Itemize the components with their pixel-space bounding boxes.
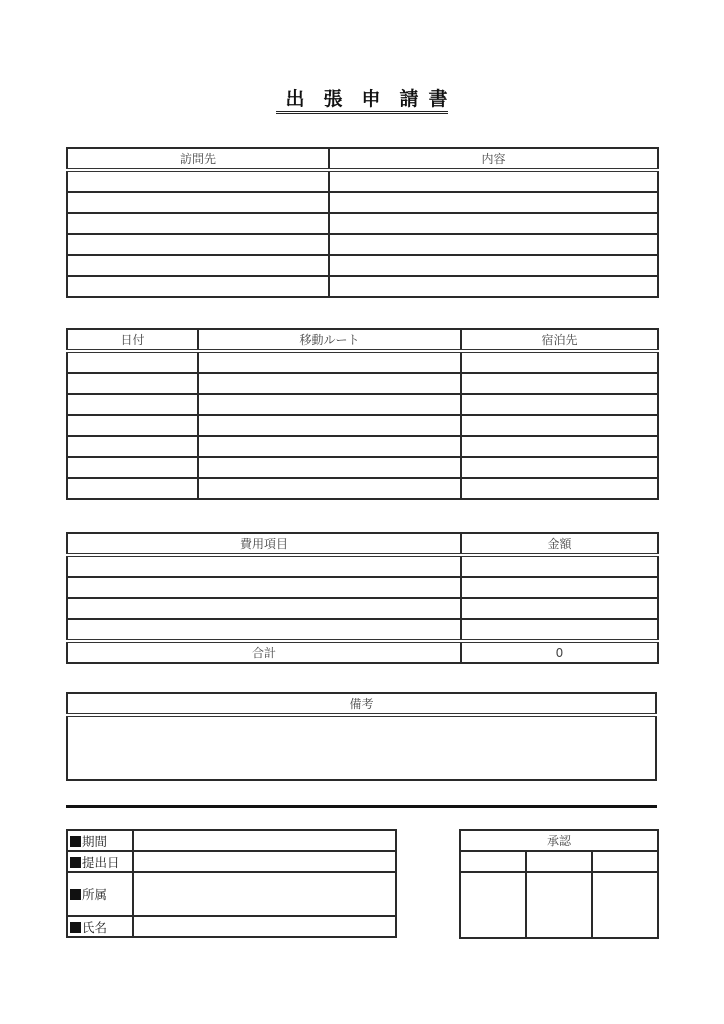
date-cell[interactable] (67, 351, 198, 373)
expense-item-cell[interactable] (67, 577, 461, 598)
document-title (0, 88, 724, 114)
table-row (67, 276, 658, 297)
date-cell[interactable] (67, 394, 198, 415)
period-field[interactable] (133, 830, 396, 851)
table-row (67, 234, 658, 255)
table-row (67, 415, 658, 436)
table-row (67, 213, 658, 234)
field-row-department (67, 872, 396, 916)
total-value: 0 (461, 641, 658, 663)
title-char: 張 (323, 88, 343, 110)
table-header-row (67, 148, 658, 170)
amount-cell[interactable] (461, 577, 658, 598)
approver-title-cell[interactable] (526, 851, 592, 872)
approval-stamp-cell[interactable] (526, 872, 592, 938)
square-bullet-icon (70, 857, 81, 868)
table-row (67, 394, 658, 415)
table-row (67, 351, 658, 373)
route-cell[interactable] (198, 436, 461, 457)
table-row (67, 373, 658, 394)
name-field[interactable] (133, 916, 396, 937)
amount-cell[interactable] (461, 598, 658, 619)
table-row (67, 255, 658, 276)
destination-cell[interactable] (67, 170, 329, 192)
total-label: 合計 (67, 641, 461, 663)
remarks-table (66, 692, 657, 781)
destination-cell[interactable] (67, 255, 329, 276)
table-header-row (67, 533, 658, 555)
date-cell[interactable] (67, 415, 198, 436)
title-char: 出 (285, 88, 305, 110)
header-destination: 訪問先 (67, 148, 329, 170)
remarks-row (67, 715, 656, 780)
header-content: 内容 (329, 148, 658, 170)
approval-stamp-cell[interactable] (460, 872, 526, 938)
title-char: 請 (399, 88, 419, 110)
field-row-period (67, 830, 396, 851)
header-amount: 金額 (461, 533, 658, 555)
approver-title-cell[interactable] (592, 851, 658, 872)
route-cell[interactable] (198, 373, 461, 394)
header-expense-item: 費用項目 (67, 533, 461, 555)
date-cell[interactable] (67, 457, 198, 478)
destination-cell[interactable] (67, 276, 329, 297)
date-cell[interactable] (67, 373, 198, 394)
date-cell[interactable] (67, 478, 198, 499)
visits-table (66, 147, 659, 298)
table-row (67, 192, 658, 213)
expense-table (66, 532, 659, 664)
lodging-cell[interactable] (461, 415, 658, 436)
department-label: 所属 (67, 872, 133, 916)
route-cell[interactable] (198, 415, 461, 436)
table-row (67, 577, 658, 598)
divider-line (66, 805, 657, 808)
period-label: 期間 (67, 830, 133, 851)
table-row (67, 170, 658, 192)
approver-title-row (460, 851, 658, 872)
approval-stamp-cell[interactable] (592, 872, 658, 938)
square-bullet-icon (70, 922, 81, 933)
field-row-submit-date (67, 851, 396, 872)
content-cell[interactable] (329, 192, 658, 213)
content-cell[interactable] (329, 255, 658, 276)
content-cell[interactable] (329, 213, 658, 234)
department-field[interactable] (133, 872, 396, 916)
lodging-cell[interactable] (461, 478, 658, 499)
lodging-cell[interactable] (461, 394, 658, 415)
square-bullet-icon (70, 889, 81, 900)
title-char: 書 (428, 88, 448, 110)
table-row (67, 619, 658, 641)
submit-date-label: 提出日 (67, 851, 133, 872)
amount-cell[interactable] (461, 619, 658, 641)
expense-item-cell[interactable] (67, 619, 461, 641)
title-char: 申 (361, 88, 381, 110)
expense-item-cell[interactable] (67, 598, 461, 619)
date-cell[interactable] (67, 436, 198, 457)
table-header-row (67, 329, 658, 351)
destination-cell[interactable] (67, 213, 329, 234)
table-row (67, 478, 658, 499)
content-cell[interactable] (329, 234, 658, 255)
amount-cell[interactable] (461, 555, 658, 577)
approval-stamp-row (460, 872, 658, 938)
approval-table (459, 829, 659, 939)
header-date: 日付 (67, 329, 198, 351)
header-route: 移動ルート (198, 329, 461, 351)
destination-cell[interactable] (67, 234, 329, 255)
lodging-cell[interactable] (461, 351, 658, 373)
name-label: 氏名 (67, 916, 133, 937)
lodging-cell[interactable] (461, 436, 658, 457)
lodging-cell[interactable] (461, 457, 658, 478)
table-header-row (67, 693, 656, 715)
table-row (67, 436, 658, 457)
route-cell[interactable] (198, 351, 461, 373)
field-row-name (67, 916, 396, 937)
header-lodging: 宿泊先 (461, 329, 658, 351)
header-remarks: 備考 (67, 693, 656, 715)
lodging-cell[interactable] (461, 373, 658, 394)
table-row (67, 555, 658, 577)
table-header-row (460, 830, 658, 851)
square-bullet-icon (70, 836, 81, 847)
applicant-info-table (66, 829, 397, 938)
destination-cell[interactable] (67, 192, 329, 213)
remarks-field[interactable] (67, 715, 656, 780)
table-row (67, 457, 658, 478)
table-row (67, 598, 658, 619)
route-cell[interactable] (198, 457, 461, 478)
route-cell[interactable] (198, 478, 461, 499)
content-cell[interactable] (329, 276, 658, 297)
header-approval: 承認 (460, 830, 658, 851)
total-row (67, 641, 658, 663)
itinerary-table (66, 328, 659, 500)
approver-title-cell[interactable] (460, 851, 526, 872)
route-cell[interactable] (198, 394, 461, 415)
content-cell[interactable] (329, 170, 658, 192)
submit-date-field[interactable] (133, 851, 396, 872)
expense-item-cell[interactable] (67, 555, 461, 577)
